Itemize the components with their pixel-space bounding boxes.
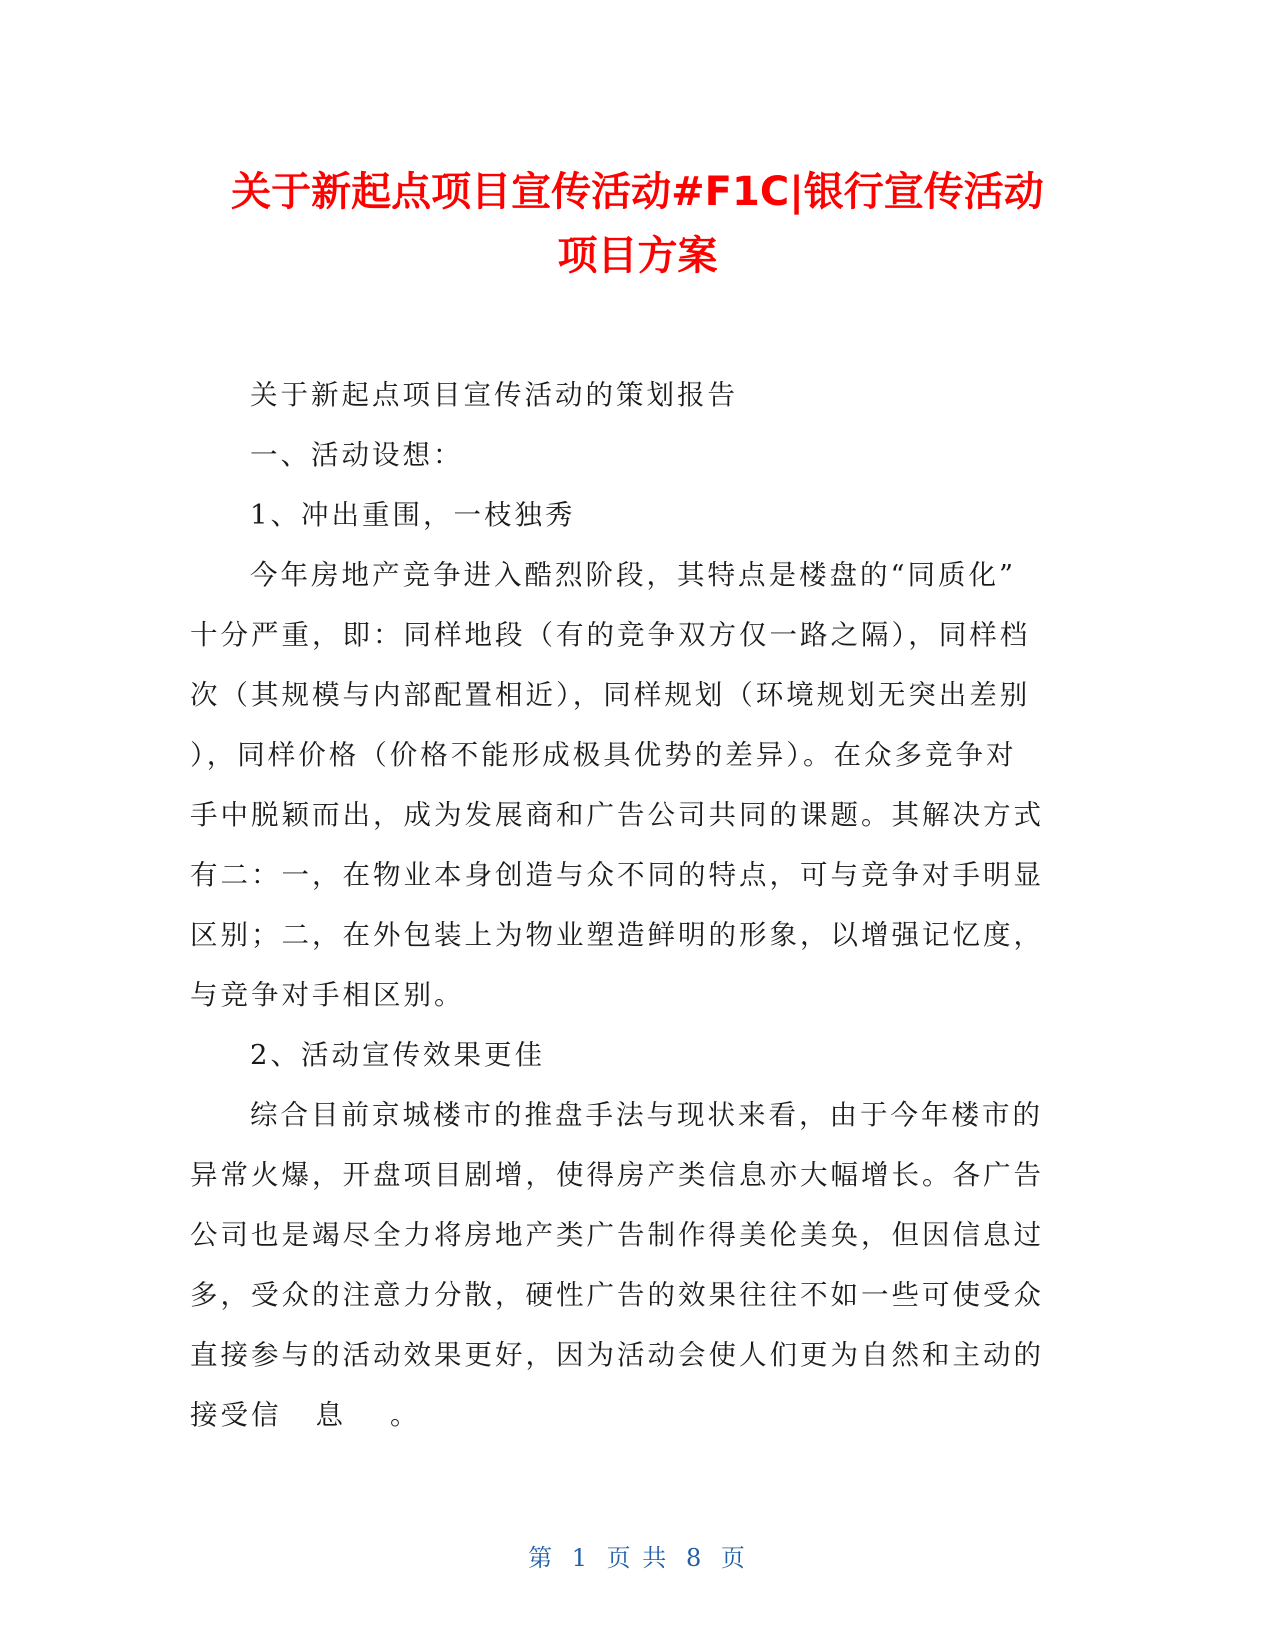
document-title bbox=[160, 160, 1115, 288]
paragraph-line: 今年房地产竞争进入酷烈阶段，其特点是楼盘的“同质化” bbox=[250, 559, 1017, 591]
footer-prefix: 第 bbox=[528, 1544, 555, 1572]
page-footer bbox=[0, 1538, 1275, 1573]
paragraph-1 bbox=[190, 545, 1060, 1025]
paragraph-line: 异常火爆，开盘项目剧增，使得房产类信息亦大幅增长。各广告 bbox=[190, 1159, 1044, 1191]
paragraph-line: 与竞争对手相区别。 bbox=[190, 979, 465, 1011]
paragraph-line: 有二：一，在物业本身创造与众不同的特点，可与竞争对手明显 bbox=[190, 859, 1044, 891]
paragraph-line: 手中脱颖而出，成为发展商和广告公司共同的课题。其解决方式 bbox=[190, 799, 1044, 831]
paragraph-line: 次（其规模与内部配置相近），同样规划（环境规划无突出差别 bbox=[190, 679, 1031, 711]
paragraph-line: 多，受众的注意力分散，硬性广告的效果往往不如一些可使受众 bbox=[190, 1279, 1044, 1311]
document-body bbox=[190, 365, 1060, 1445]
subheading-2: 2、活动宣传效果更佳 bbox=[250, 1039, 545, 1071]
title-line-1: 关于新起点项目宣传活动#F1C|银行宣传活动 bbox=[231, 169, 1044, 215]
paragraph-line: 区别；二，在外包装上为物业塑造鲜明的形象，以增强记忆度， bbox=[190, 919, 1044, 951]
footer-page-number: 1 bbox=[571, 1544, 590, 1572]
paragraph-line: ），同样价格（价格不能形成极具优势的差异）。在众多竞争对 bbox=[190, 739, 1017, 771]
paragraph-line: 直接参与的活动效果更好，因为活动会使人们更为自然和主动的 bbox=[190, 1339, 1044, 1371]
paragraph-line: 综合目前京城楼市的推盘手法与现状来看，由于今年楼市的 bbox=[250, 1099, 1043, 1131]
report-heading: 关于新起点项目宣传活动的策划报告 bbox=[250, 379, 738, 411]
paragraph-fragment: 。 bbox=[390, 1399, 421, 1431]
footer-suffix: 页 bbox=[720, 1544, 747, 1572]
section-heading-1: 一、活动设想： bbox=[250, 439, 464, 471]
paragraph-fragment: 接受信 bbox=[190, 1399, 282, 1431]
footer-mid: 页 共 bbox=[606, 1544, 669, 1572]
footer-total-pages: 8 bbox=[685, 1544, 704, 1572]
title-line-2: 项目方案 bbox=[557, 233, 718, 279]
paragraph-2 bbox=[190, 1085, 1060, 1445]
paragraph-line: 十分严重，即：同样地段（有的竞争双方仅一路之隔），同样档 bbox=[190, 619, 1031, 651]
subheading-1: 1、冲出重围，一枝独秀 bbox=[250, 499, 576, 531]
paragraph-line: 公司也是竭尽全力将房地产类广告制作得美伦美奂，但因信息过 bbox=[190, 1219, 1044, 1251]
paragraph-fragment: 息 bbox=[315, 1399, 346, 1431]
paragraph-line bbox=[190, 1385, 1060, 1445]
